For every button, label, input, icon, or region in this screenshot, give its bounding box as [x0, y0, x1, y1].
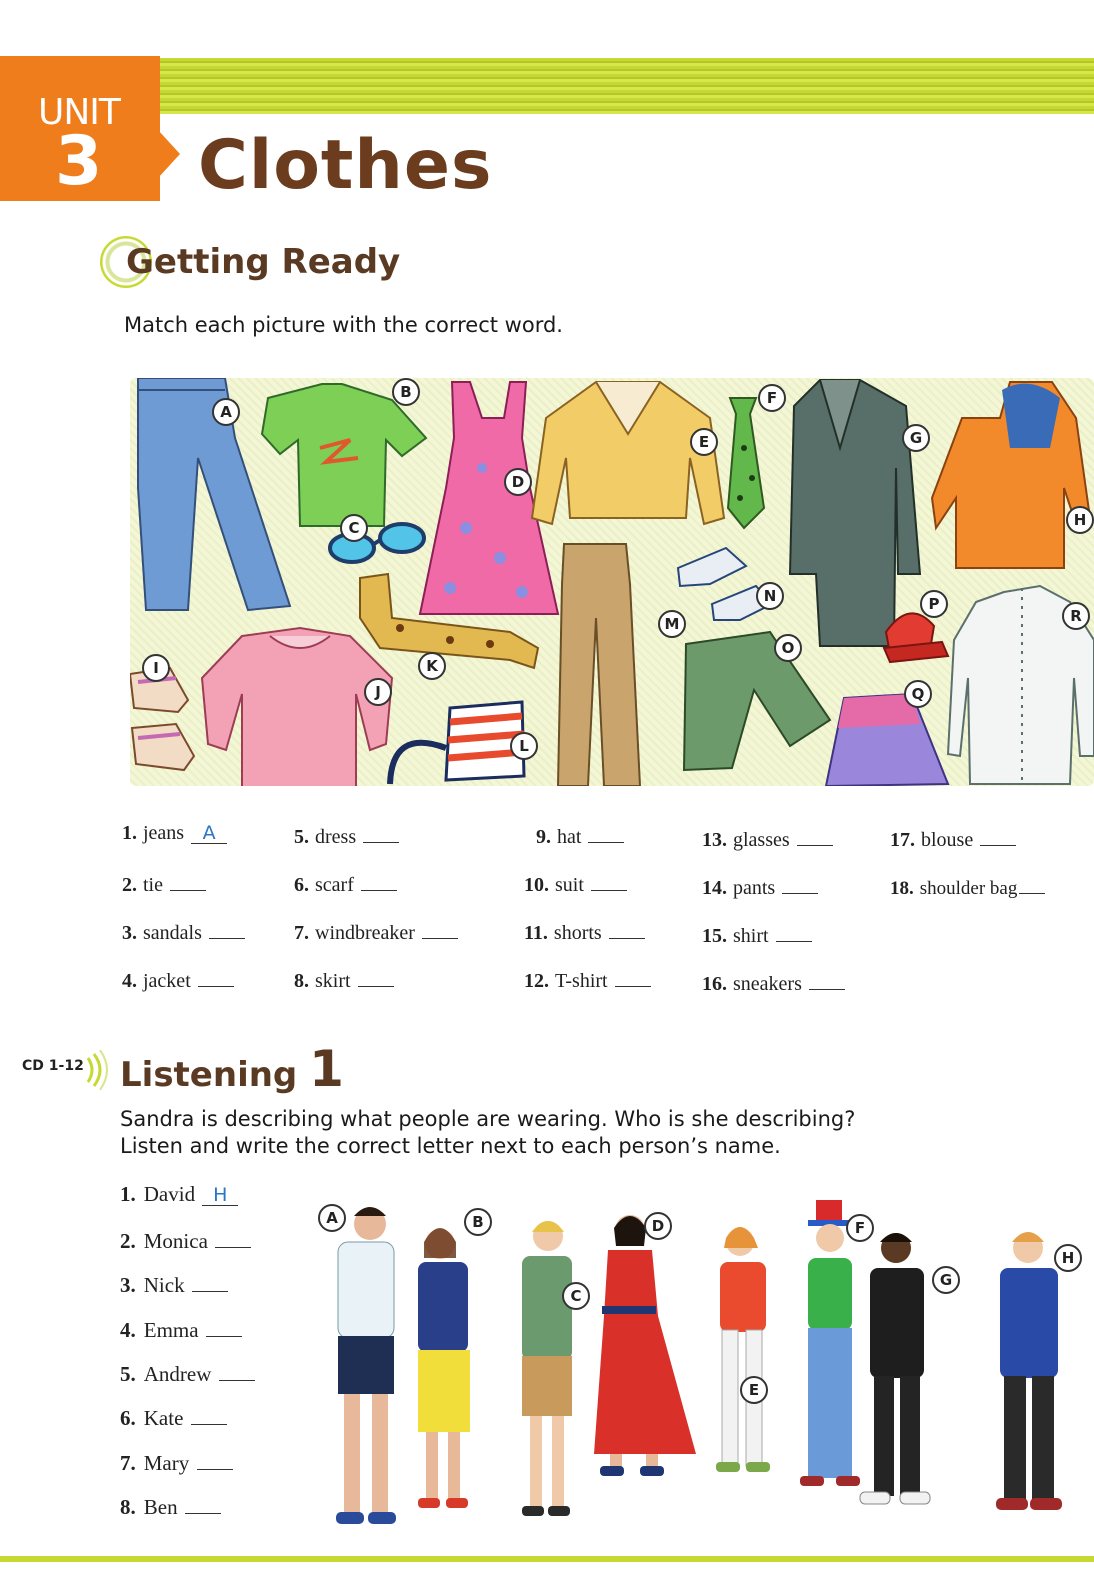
getting-ready-instruction: Match each picture with the correct word. [124, 313, 563, 337]
page-title: Clothes [198, 126, 493, 205]
unit-label: UNIT [38, 92, 120, 133]
name-item: 7. Mary [120, 1449, 233, 1476]
answer-blank[interactable] [588, 822, 624, 843]
windbreaker-icon [932, 382, 1090, 568]
vocab-item: 6. scarf [294, 870, 397, 897]
answer-blank[interactable] [797, 825, 833, 846]
bottom-rule [0, 1556, 1094, 1562]
people-illustration [300, 1186, 1094, 1556]
vocab-item: 15. shirt [702, 921, 812, 948]
listening-heading: Listening 1 [120, 1040, 344, 1098]
person-g-figure [860, 1233, 930, 1504]
answer-blank[interactable] [422, 918, 458, 939]
vocab-item: 13. glasses [702, 825, 833, 852]
answer-blank[interactable] [809, 969, 845, 990]
picture-letter: G [902, 424, 930, 452]
picture-letter: A [212, 398, 240, 426]
picture-letter: R [1062, 602, 1090, 630]
person-letter: H [1054, 1244, 1082, 1272]
vocab-item: 1. jeans A [122, 822, 227, 845]
answer-blank[interactable] [776, 921, 812, 942]
picture-letter: F [758, 384, 786, 412]
picture-letter: P [920, 590, 948, 618]
vocab-item: 14. pants [702, 873, 818, 900]
vocab-item: 11. shorts [524, 918, 645, 945]
vocab-item: 4. jacket [122, 966, 234, 993]
shoulder-bag-icon [390, 702, 524, 784]
person-c-figure [522, 1221, 572, 1516]
person-letter: G [932, 1266, 960, 1294]
picture-letter: O [774, 634, 802, 662]
listening-instruction: Sandra is describing what people are wearing. Who is she describing? Listen and write the correct letter next to each person’s name. [120, 1107, 856, 1158]
vocab-item: 17. blouse [890, 825, 1016, 852]
suit-icon [790, 380, 920, 646]
vocab-item: 16. sneakers [702, 969, 845, 996]
answer-blank[interactable] [215, 1227, 251, 1248]
vocab-item: 10. suit [524, 870, 627, 897]
picture-letter: I [142, 654, 170, 682]
answer-blank[interactable] [609, 918, 645, 939]
picture-letter: E [690, 428, 718, 456]
vocab-item: 9. hat [536, 822, 624, 849]
name-item: 1. David H [120, 1182, 238, 1207]
person-letter: D [644, 1212, 672, 1240]
audio-waves-icon [82, 1050, 110, 1090]
sneakers-icon [678, 548, 772, 620]
vocab-item: 3. sandals [122, 918, 245, 945]
person-a-figure [336, 1207, 396, 1524]
answer-blank[interactable] [1019, 873, 1045, 894]
picture-letter: B [392, 378, 420, 406]
answer-blank[interactable] [192, 1271, 228, 1292]
vocab-item: 8. skirt [294, 966, 394, 993]
answer-blank[interactable]: H [202, 1185, 238, 1206]
getting-ready-heading: Getting Ready [126, 242, 401, 282]
answer-blank[interactable] [363, 822, 399, 843]
person-letter: E [740, 1376, 768, 1404]
name-item: 4. Emma [120, 1316, 242, 1343]
person-letter: F [846, 1214, 874, 1242]
sandals-icon [130, 668, 194, 770]
picture-letter: L [510, 732, 538, 760]
picture-letter: N [756, 582, 784, 610]
picture-letter: M [658, 610, 686, 638]
answer-blank[interactable] [980, 825, 1016, 846]
answer-blank[interactable] [197, 1449, 233, 1470]
tie-icon [728, 398, 764, 528]
name-item: 3. Nick [120, 1271, 228, 1298]
answer-blank[interactable] [198, 966, 234, 987]
picture-letter: H [1066, 506, 1094, 534]
header-stripe-band [150, 58, 1094, 114]
blouse-icon [202, 628, 392, 786]
name-item: 2. Monica [120, 1227, 251, 1254]
picture-letter: J [364, 678, 392, 706]
vocab-item: 5. dress [294, 822, 399, 849]
name-item: 5. Andrew [120, 1360, 255, 1387]
pants-icon [558, 544, 640, 786]
answer-blank[interactable] [782, 873, 818, 894]
skirt-icon [826, 694, 948, 786]
picture-letter: D [504, 468, 532, 496]
answer-blank[interactable] [206, 1316, 242, 1337]
person-d-figure [594, 1215, 696, 1476]
vocab-item: 18. shoulder bag [890, 873, 1045, 900]
person-b-figure [418, 1228, 470, 1508]
shorts-icon [684, 632, 830, 770]
answer-blank[interactable] [170, 870, 206, 891]
answer-blank[interactable] [615, 966, 651, 987]
picture-letter: C [340, 514, 368, 542]
person-letter: A [318, 1204, 346, 1232]
unit-number: 3 [55, 122, 103, 201]
answer-blank[interactable] [191, 1404, 227, 1425]
vocab-item: 12. T-shirt [524, 966, 651, 993]
unit-tab-arrow [158, 130, 180, 178]
person-letter: B [464, 1208, 492, 1236]
clothes-picture-panel [130, 378, 1094, 786]
clothes-illustration [130, 378, 1094, 786]
picture-letter: Q [904, 680, 932, 708]
answer-blank[interactable] [361, 870, 397, 891]
picture-letter: K [418, 652, 446, 680]
vocab-item: 7. windbreaker [294, 918, 458, 945]
name-item: 8. Ben [120, 1493, 221, 1520]
person-e-figure [716, 1227, 770, 1472]
cd-track-label: CD 1-12 [22, 1058, 84, 1074]
name-item: 6. Kate [120, 1404, 227, 1431]
answer-blank[interactable] [209, 918, 245, 939]
vocab-item: 2. tie [122, 870, 206, 897]
answer-blank[interactable] [358, 966, 394, 987]
person-h-figure [996, 1232, 1062, 1510]
answer-blank[interactable] [591, 870, 627, 891]
answer-blank[interactable] [185, 1493, 221, 1514]
answer-blank[interactable] [219, 1360, 255, 1381]
person-f-figure [800, 1200, 860, 1486]
person-letter: C [562, 1282, 590, 1310]
answer-blank[interactable]: A [191, 823, 227, 844]
